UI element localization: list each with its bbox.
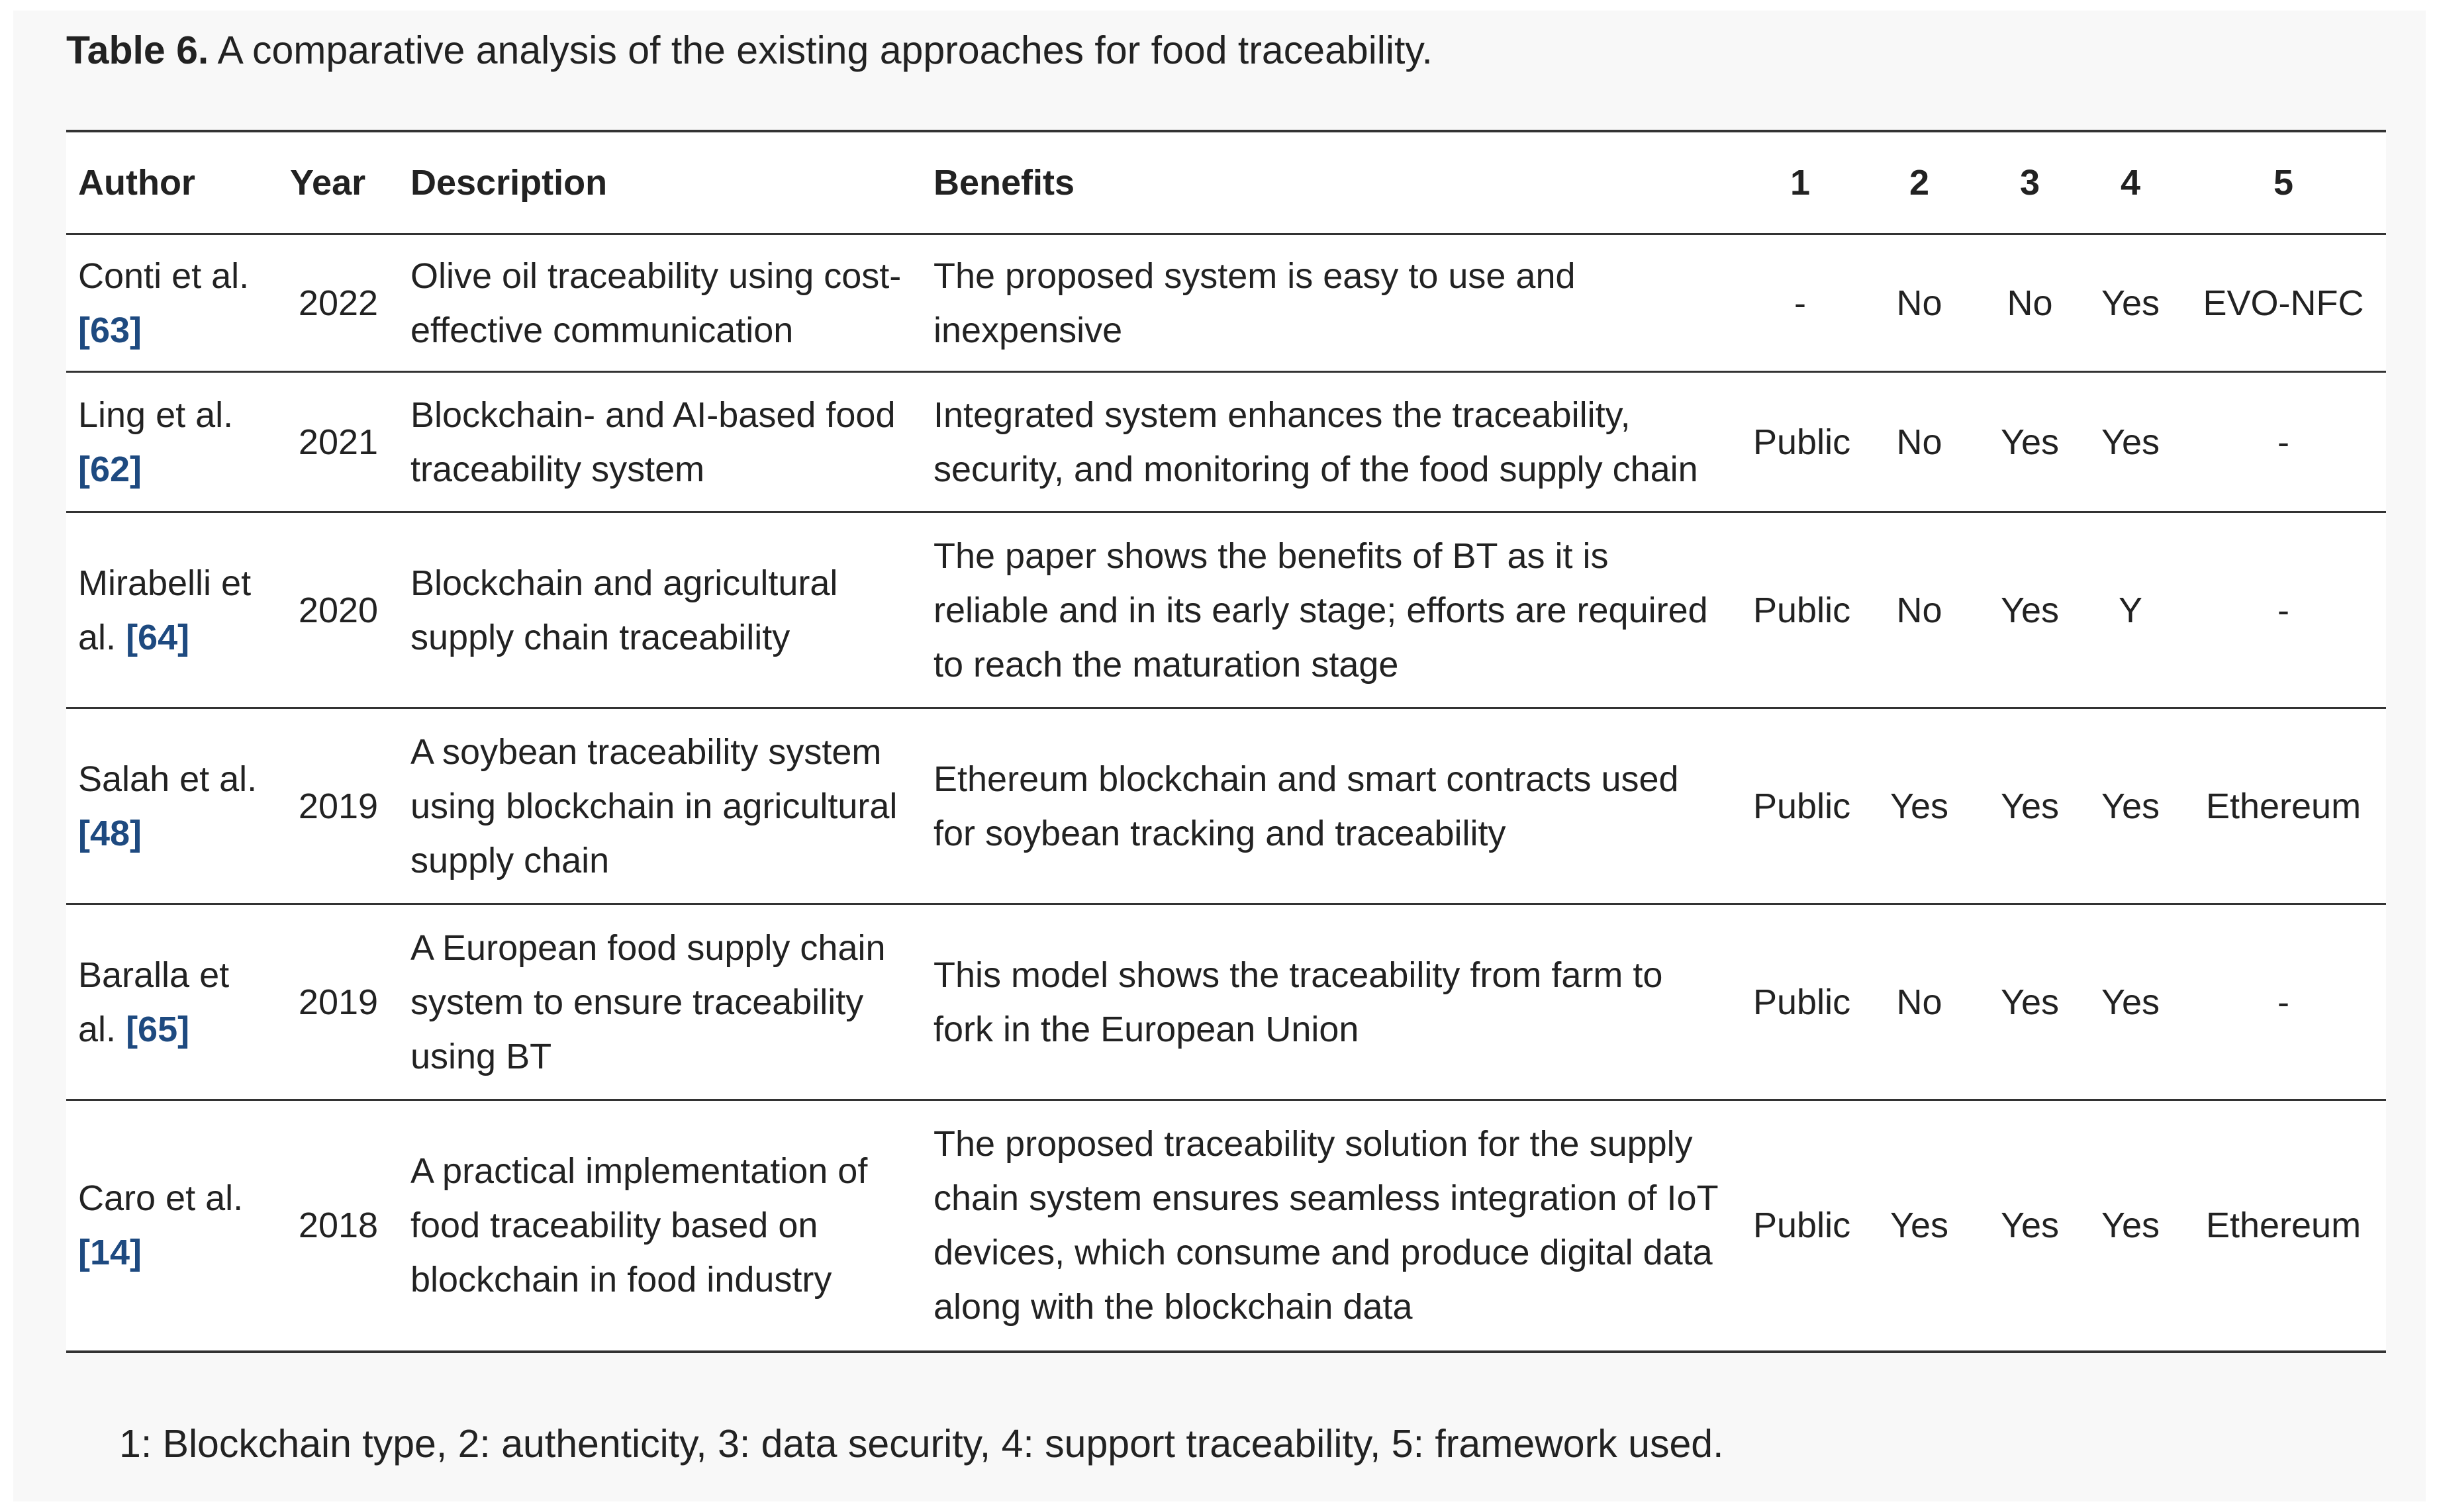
cell-description: Blockchain- and AI-based food traceability system	[399, 372, 922, 512]
cell-authenticity: No	[1859, 904, 1980, 1100]
cell-support-traceability: Yes	[2080, 234, 2181, 372]
table-row	[66, 372, 2386, 512]
cell-framework: -	[2181, 904, 2386, 1100]
cell-support-traceability: Y	[2080, 512, 2181, 708]
cell-benefits: This model shows the traceability from farm to fork in the European Union	[922, 904, 1741, 1100]
cell-author	[66, 708, 278, 904]
cell-framework: Ethereum	[2181, 708, 2386, 904]
table-row	[66, 234, 2386, 372]
cell-blockchain-type: Public	[1753, 1205, 1851, 1246]
cell-authenticity: No	[1859, 234, 1980, 372]
cell-framework: -	[2181, 512, 2386, 708]
cell-benefits: The proposed system is easy to use and inexpensive	[922, 234, 1741, 372]
cell-year: 2020	[278, 512, 399, 708]
cell-blockchain-type: Public	[1741, 512, 1859, 708]
cell-description: Olive oil traceability using cost-effective communication	[399, 234, 922, 372]
table-caption-label: Table 6.	[66, 28, 209, 72]
cell-data-security: Yes	[2000, 1205, 2060, 1246]
cell-data-security: Yes	[1980, 512, 2080, 708]
cell-year: 2018	[298, 1205, 379, 1246]
author-name: Baralla et al.	[78, 955, 230, 1049]
table-panel	[13, 11, 2426, 1501]
cell-blockchain-type: Public	[1741, 708, 1859, 904]
header-author: Author	[66, 131, 278, 234]
cell-blockchain-type: Public	[1741, 904, 1859, 1100]
cell-benefits: Ethereum blockchain and smart contracts used for soybean tracking and traceability	[922, 708, 1741, 904]
header-col-5: 5	[2181, 131, 2386, 234]
reference-link[interactable]: [65]	[126, 1009, 190, 1049]
cell-support-traceability: Yes	[2080, 708, 2181, 904]
cell-data-security: No	[1980, 234, 2080, 372]
cell-author	[66, 372, 278, 512]
header-description: Description	[399, 131, 922, 234]
cell-support-traceability: Yes	[2080, 372, 2181, 512]
author-name: Ling et al.	[78, 395, 234, 435]
cell-framework: EVO-NFC	[2181, 234, 2386, 372]
cell-benefits: The paper shows the benefits of BT as it is reliable and in its early stage; efforts are required to reach the maturation stage	[922, 512, 1741, 708]
cell-blockchain-type: -	[1741, 234, 1859, 372]
cell-benefits: Integrated system enhances the traceability, security, and monitoring of the food supply chain	[922, 372, 1741, 512]
cell-author	[66, 1100, 278, 1352]
table-caption-text: A comparative analysis of the existing approaches for food traceability.	[209, 28, 1433, 72]
cell-authenticity: No	[1859, 512, 1980, 708]
table-caption	[66, 24, 1433, 77]
cell-data-security: Yes	[1980, 372, 2080, 512]
reference-link[interactable]: [48]	[78, 813, 142, 853]
table-row	[66, 1100, 2386, 1352]
cell-authenticity: No	[1859, 372, 1980, 512]
cell-blockchain-type: Public	[1741, 372, 1859, 512]
author-name: Conti et al.	[78, 256, 250, 296]
cell-author	[66, 904, 278, 1100]
header-year: Year	[278, 131, 399, 234]
header-col-3: 3	[1980, 131, 2080, 234]
reference-link[interactable]: [14]	[78, 1233, 142, 1273]
reference-link[interactable]: [62]	[78, 449, 142, 489]
cell-year: 2019	[278, 708, 399, 904]
cell-description: A practical implementation of food traceability based on blockchain in food industry	[410, 1151, 868, 1300]
table-header-row	[66, 131, 2386, 234]
cell-description: A European food supply chain system to ensure traceability using BT	[399, 904, 922, 1100]
cell-authenticity: Yes	[1889, 1205, 1949, 1246]
cell-description: Blockchain and agricultural supply chain traceability	[399, 512, 922, 708]
table-row	[66, 512, 2386, 708]
cell-authenticity: Yes	[1859, 708, 1980, 904]
header-col-2: 2	[1859, 131, 1980, 234]
cell-data-security: Yes	[1980, 904, 2080, 1100]
cell-description: A soybean traceability system using blockchain in agricultural supply chain	[399, 708, 922, 904]
cell-year: 2021	[278, 372, 399, 512]
cell-data-security: Yes	[1980, 708, 2080, 904]
cell-framework: -	[2181, 372, 2386, 512]
comparison-table	[66, 130, 2386, 1353]
author-name: Mirabelli et al.	[78, 563, 252, 657]
cell-year: 2022	[278, 234, 399, 372]
cell-author	[66, 512, 278, 708]
author-name: Caro et al.	[78, 1178, 244, 1219]
cell-author	[66, 234, 278, 372]
reference-link[interactable]: [64]	[126, 617, 190, 657]
header-col-1: 1	[1741, 131, 1859, 234]
header-col-4: 4	[2080, 131, 2181, 234]
table-row	[66, 708, 2386, 904]
reference-link[interactable]: [63]	[78, 310, 142, 350]
cell-support-traceability: Yes	[2101, 1205, 2160, 1246]
author-name: Salah et al.	[78, 759, 258, 799]
header-benefits: Benefits	[922, 131, 1741, 234]
cell-year: 2019	[278, 904, 399, 1100]
cell-support-traceability: Yes	[2080, 904, 2181, 1100]
table-footnote: 1: Blockchain type, 2: authenticity, 3: data security, 4: support traceability, 5: framework used.	[119, 1422, 1724, 1466]
table-row	[66, 904, 2386, 1100]
cell-framework: Ethereum	[2205, 1205, 2362, 1246]
cell-benefits: The proposed traceability solution for the supply chain system ensures seamless integration of IoT devices, which consume and produce digital data along with the blockchain data	[933, 1124, 1718, 1327]
